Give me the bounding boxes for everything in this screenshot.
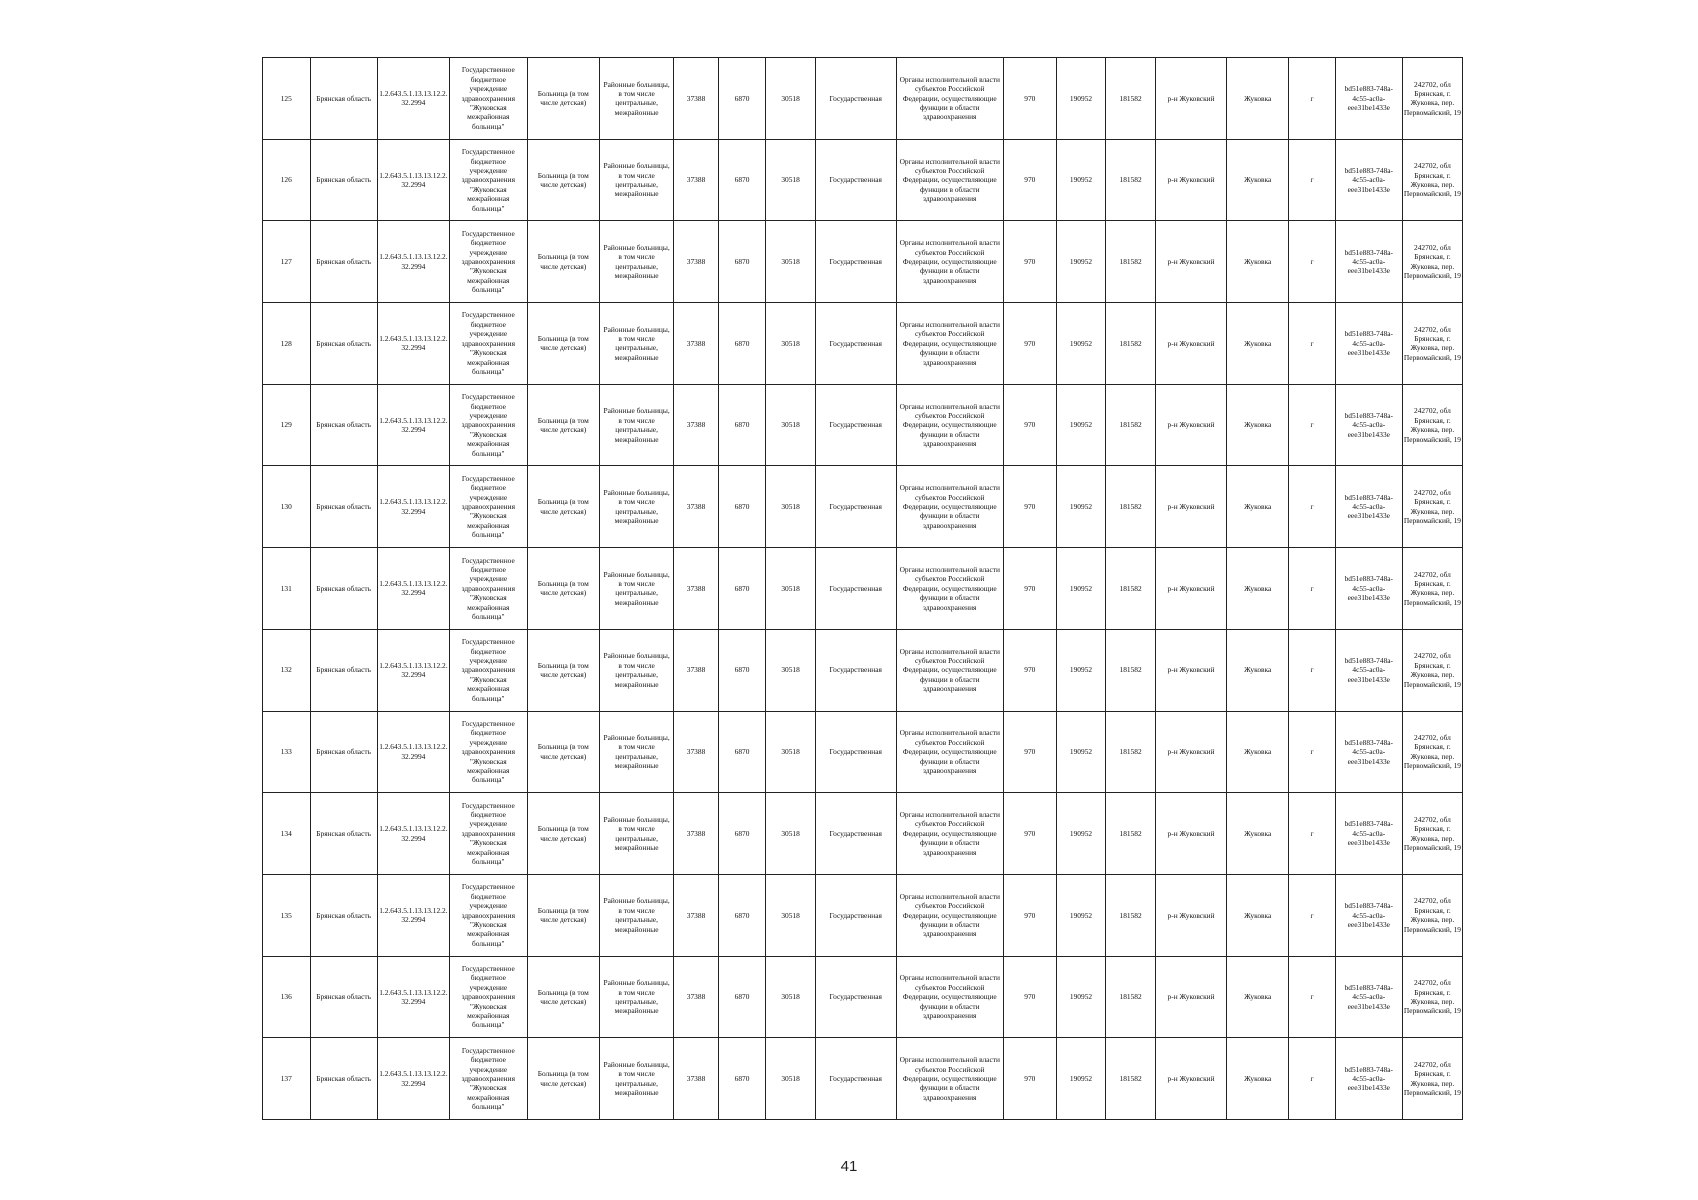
city-type-cell: г: [1289, 384, 1336, 466]
number-cell-2: 6870: [718, 303, 766, 385]
code-cell-2: 190952: [1056, 139, 1106, 221]
facility-subtype-cell: Районные больницы, в том числе центральные, межрайонные: [599, 711, 673, 793]
city-type-cell: г: [1289, 874, 1336, 956]
facility-subtype-cell: Районные больницы, в том числе центральные, межрайонные: [599, 466, 673, 548]
address-cell: 242702, обл Брянская, г. Жуковка, пер. Первомайский, 19: [1402, 58, 1462, 140]
number-cell-2: 6870: [718, 1038, 766, 1120]
authority-cell: Органы исполнительной власти субъектов Российской Федерации, осуществляющие функции в области здравоохранения: [896, 139, 1003, 221]
district-cell: р-н Жуковский: [1155, 711, 1226, 793]
institution-name-cell: Государственное бюджетное учреждение здравоохранения "Жуковская межрайонная больница": [450, 793, 528, 875]
institution-name-cell: Государственное бюджетное учреждение здравоохранения "Жуковская межрайонная больница": [450, 58, 528, 140]
institution-name-cell: Государственное бюджетное учреждение здравоохранения "Жуковская межрайонная больница": [450, 384, 528, 466]
row-number: 131: [263, 548, 311, 630]
district-cell: р-н Жуковский: [1155, 956, 1226, 1038]
registry-table: [262, 57, 1463, 1120]
city-cell: Жуковка: [1227, 139, 1289, 221]
code-cell-1: 970: [1003, 874, 1056, 956]
guid-cell: bd51e883-748a-4c55-ac0a-eee31be1433e: [1335, 139, 1402, 221]
institution-name-cell: Государственное бюджетное учреждение здравоохранения "Жуковская межрайонная больница": [450, 874, 528, 956]
guid-cell: bd51e883-748a-4c55-ac0a-eee31be1433e: [1335, 793, 1402, 875]
row-number: 128: [263, 303, 311, 385]
code-cell-3: 181582: [1106, 956, 1156, 1038]
table-row: [263, 466, 1463, 548]
address-cell: 242702, обл Брянская, г. Жуковка, пер. Первомайский, 19: [1402, 956, 1462, 1038]
table-row: [263, 874, 1463, 956]
table-row: [263, 303, 1463, 385]
institution-name-cell: Государственное бюджетное учреждение здравоохранения "Жуковская межрайонная больница": [450, 548, 528, 630]
code-cell-1: 970: [1003, 1038, 1056, 1120]
code-cell-3: 181582: [1106, 548, 1156, 630]
facility-type-cell: Больница (в том числе детская): [527, 466, 599, 548]
table-row: [263, 629, 1463, 711]
region-cell: Брянская область: [310, 139, 377, 221]
facility-subtype-cell: Районные больницы, в том числе центральные, межрайонные: [599, 139, 673, 221]
page-number: 41: [840, 1158, 858, 1175]
address-cell: 242702, обл Брянская, г. Жуковка, пер. Первомайский, 19: [1402, 466, 1462, 548]
number-cell-3: 30518: [766, 221, 816, 303]
facility-subtype-cell: Районные больницы, в том числе центральные, межрайонные: [599, 548, 673, 630]
number-cell-1: 37388: [674, 466, 718, 548]
code-cell: 1.2.643.5.1.13.13.12.2.32.2994: [377, 711, 449, 793]
code-cell-2: 190952: [1056, 956, 1106, 1038]
address-cell: 242702, обл Брянская, г. Жуковка, пер. Первомайский, 19: [1402, 874, 1462, 956]
city-cell: Жуковка: [1227, 711, 1289, 793]
code-cell: 1.2.643.5.1.13.13.12.2.32.2994: [377, 548, 449, 630]
code-cell-3: 181582: [1106, 1038, 1156, 1120]
code-cell-1: 970: [1003, 139, 1056, 221]
code-cell-2: 190952: [1056, 384, 1106, 466]
ownership-cell: Государственная: [815, 956, 896, 1038]
facility-subtype-cell: Районные больницы, в том числе центральные, межрайонные: [599, 956, 673, 1038]
authority-cell: Органы исполнительной власти субъектов Российской Федерации, осуществляющие функции в области здравоохранения: [896, 629, 1003, 711]
row-number: 135: [263, 874, 311, 956]
facility-type-cell: Больница (в том числе детская): [527, 711, 599, 793]
code-cell-1: 970: [1003, 58, 1056, 140]
code-cell-3: 181582: [1106, 221, 1156, 303]
table-row: [263, 711, 1463, 793]
authority-cell: Органы исполнительной власти субъектов Российской Федерации, осуществляющие функции в области здравоохранения: [896, 874, 1003, 956]
code-cell: 1.2.643.5.1.13.13.12.2.32.2994: [377, 793, 449, 875]
code-cell-2: 190952: [1056, 711, 1106, 793]
district-cell: р-н Жуковский: [1155, 139, 1226, 221]
code-cell-1: 970: [1003, 629, 1056, 711]
number-cell-3: 30518: [766, 1038, 816, 1120]
address-cell: 242702, обл Брянская, г. Жуковка, пер. Первомайский, 19: [1402, 793, 1462, 875]
city-cell: Жуковка: [1227, 466, 1289, 548]
number-cell-1: 37388: [674, 384, 718, 466]
facility-type-cell: Больница (в том числе детская): [527, 956, 599, 1038]
address-cell: 242702, обл Брянская, г. Жуковка, пер. Первомайский, 19: [1402, 221, 1462, 303]
ownership-cell: Государственная: [815, 548, 896, 630]
number-cell-3: 30518: [766, 956, 816, 1038]
table-row: [263, 1038, 1463, 1120]
number-cell-3: 30518: [766, 466, 816, 548]
number-cell-2: 6870: [718, 139, 766, 221]
ownership-cell: Государственная: [815, 874, 896, 956]
ownership-cell: Государственная: [815, 629, 896, 711]
city-type-cell: г: [1289, 221, 1336, 303]
code-cell-2: 190952: [1056, 58, 1106, 140]
number-cell-2: 6870: [718, 384, 766, 466]
guid-cell: bd51e883-748a-4c55-ac0a-eee31be1433e: [1335, 303, 1402, 385]
ownership-cell: Государственная: [815, 466, 896, 548]
region-cell: Брянская область: [310, 629, 377, 711]
number-cell-3: 30518: [766, 384, 816, 466]
row-number: 125: [263, 58, 311, 140]
number-cell-3: 30518: [766, 548, 816, 630]
number-cell-2: 6870: [718, 629, 766, 711]
institution-name-cell: Государственное бюджетное учреждение здравоохранения "Жуковская межрайонная больница": [450, 1038, 528, 1120]
guid-cell: bd51e883-748a-4c55-ac0a-eee31be1433e: [1335, 221, 1402, 303]
city-cell: Жуковка: [1227, 548, 1289, 630]
table-row: [263, 58, 1463, 140]
number-cell-1: 37388: [674, 303, 718, 385]
city-type-cell: г: [1289, 548, 1336, 630]
code-cell: 1.2.643.5.1.13.13.12.2.32.2994: [377, 874, 449, 956]
address-cell: 242702, обл Брянская, г. Жуковка, пер. Первомайский, 19: [1402, 303, 1462, 385]
district-cell: р-н Жуковский: [1155, 384, 1226, 466]
code-cell: 1.2.643.5.1.13.13.12.2.32.2994: [377, 1038, 449, 1120]
row-number: 130: [263, 466, 311, 548]
city-cell: Жуковка: [1227, 629, 1289, 711]
district-cell: р-н Жуковский: [1155, 303, 1226, 385]
row-number: 127: [263, 221, 311, 303]
guid-cell: bd51e883-748a-4c55-ac0a-eee31be1433e: [1335, 711, 1402, 793]
region-cell: Брянская область: [310, 384, 377, 466]
facility-subtype-cell: Районные больницы, в том числе центральные, межрайонные: [599, 793, 673, 875]
city-cell: Жуковка: [1227, 1038, 1289, 1120]
city-type-cell: г: [1289, 711, 1336, 793]
facility-type-cell: Больница (в том числе детская): [527, 384, 599, 466]
row-number: 134: [263, 793, 311, 875]
city-type-cell: г: [1289, 629, 1336, 711]
facility-subtype-cell: Районные больницы, в том числе центральные, межрайонные: [599, 1038, 673, 1120]
region-cell: Брянская область: [310, 548, 377, 630]
code-cell-1: 970: [1003, 384, 1056, 466]
district-cell: р-н Жуковский: [1155, 874, 1226, 956]
code-cell-1: 970: [1003, 466, 1056, 548]
authority-cell: Органы исполнительной власти субъектов Российской Федерации, осуществляющие функции в области здравоохранения: [896, 221, 1003, 303]
district-cell: р-н Жуковский: [1155, 548, 1226, 630]
code-cell: 1.2.643.5.1.13.13.12.2.32.2994: [377, 956, 449, 1038]
guid-cell: bd51e883-748a-4c55-ac0a-eee31be1433e: [1335, 629, 1402, 711]
facility-type-cell: Больница (в том числе детская): [527, 221, 599, 303]
code-cell-3: 181582: [1106, 303, 1156, 385]
code-cell-3: 181582: [1106, 384, 1156, 466]
ownership-cell: Государственная: [815, 139, 896, 221]
ownership-cell: Государственная: [815, 221, 896, 303]
facility-type-cell: Больница (в том числе детская): [527, 793, 599, 875]
code-cell-1: 970: [1003, 303, 1056, 385]
code-cell-2: 190952: [1056, 629, 1106, 711]
table-row: [263, 793, 1463, 875]
address-cell: 242702, обл Брянская, г. Жуковка, пер. Первомайский, 19: [1402, 384, 1462, 466]
district-cell: р-н Жуковский: [1155, 466, 1226, 548]
district-cell: р-н Жуковский: [1155, 629, 1226, 711]
authority-cell: Органы исполнительной власти субъектов Российской Федерации, осуществляющие функции в области здравоохранения: [896, 303, 1003, 385]
code-cell-3: 181582: [1106, 139, 1156, 221]
facility-type-cell: Больница (в том числе детская): [527, 874, 599, 956]
city-cell: Жуковка: [1227, 303, 1289, 385]
number-cell-1: 37388: [674, 221, 718, 303]
code-cell-3: 181582: [1106, 629, 1156, 711]
row-number: 126: [263, 139, 311, 221]
row-number: 137: [263, 1038, 311, 1120]
number-cell-3: 30518: [766, 793, 816, 875]
facility-subtype-cell: Районные больницы, в том числе центральные, межрайонные: [599, 629, 673, 711]
table-row: [263, 548, 1463, 630]
row-number: 129: [263, 384, 311, 466]
district-cell: р-н Жуковский: [1155, 1038, 1226, 1120]
facility-subtype-cell: Районные больницы, в том числе центральные, межрайонные: [599, 58, 673, 140]
ownership-cell: Государственная: [815, 1038, 896, 1120]
number-cell-2: 6870: [718, 711, 766, 793]
code-cell-2: 190952: [1056, 466, 1106, 548]
city-cell: Жуковка: [1227, 384, 1289, 466]
row-number: 136: [263, 956, 311, 1038]
guid-cell: bd51e883-748a-4c55-ac0a-eee31be1433e: [1335, 384, 1402, 466]
number-cell-1: 37388: [674, 629, 718, 711]
city-cell: Жуковка: [1227, 58, 1289, 140]
number-cell-2: 6870: [718, 58, 766, 140]
guid-cell: bd51e883-748a-4c55-ac0a-eee31be1433e: [1335, 58, 1402, 140]
institution-name-cell: Государственное бюджетное учреждение здравоохранения "Жуковская межрайонная больница": [450, 629, 528, 711]
number-cell-3: 30518: [766, 711, 816, 793]
ownership-cell: Государственная: [815, 58, 896, 140]
city-cell: Жуковка: [1227, 874, 1289, 956]
city-type-cell: г: [1289, 956, 1336, 1038]
region-cell: Брянская область: [310, 956, 377, 1038]
number-cell-2: 6870: [718, 793, 766, 875]
table-row: [263, 221, 1463, 303]
address-cell: 242702, обл Брянская, г. Жуковка, пер. Первомайский, 19: [1402, 711, 1462, 793]
code-cell-2: 190952: [1056, 793, 1106, 875]
code-cell-3: 181582: [1106, 874, 1156, 956]
city-cell: Жуковка: [1227, 793, 1289, 875]
code-cell-1: 970: [1003, 793, 1056, 875]
facility-subtype-cell: Районные больницы, в том числе центральные, межрайонные: [599, 384, 673, 466]
facility-subtype-cell: Районные больницы, в том числе центральные, межрайонные: [599, 874, 673, 956]
number-cell-3: 30518: [766, 303, 816, 385]
facility-subtype-cell: Районные больницы, в том числе центральные, межрайонные: [599, 303, 673, 385]
code-cell: 1.2.643.5.1.13.13.12.2.32.2994: [377, 58, 449, 140]
number-cell-2: 6870: [718, 548, 766, 630]
institution-name-cell: Государственное бюджетное учреждение здравоохранения "Жуковская межрайонная больница": [450, 711, 528, 793]
institution-name-cell: Государственное бюджетное учреждение здравоохранения "Жуковская межрайонная больница": [450, 221, 528, 303]
district-cell: р-н Жуковский: [1155, 221, 1226, 303]
authority-cell: Органы исполнительной власти субъектов Российской Федерации, осуществляющие функции в области здравоохранения: [896, 466, 1003, 548]
code-cell: 1.2.643.5.1.13.13.12.2.32.2994: [377, 629, 449, 711]
city-cell: Жуковка: [1227, 221, 1289, 303]
city-type-cell: г: [1289, 1038, 1336, 1120]
number-cell-2: 6870: [718, 466, 766, 548]
ownership-cell: Государственная: [815, 384, 896, 466]
code-cell-2: 190952: [1056, 221, 1106, 303]
guid-cell: bd51e883-748a-4c55-ac0a-eee31be1433e: [1335, 466, 1402, 548]
guid-cell: bd51e883-748a-4c55-ac0a-eee31be1433e: [1335, 874, 1402, 956]
number-cell-1: 37388: [674, 711, 718, 793]
facility-type-cell: Больница (в том числе детская): [527, 629, 599, 711]
ownership-cell: Государственная: [815, 711, 896, 793]
authority-cell: Органы исполнительной власти субъектов Российской Федерации, осуществляющие функции в области здравоохранения: [896, 384, 1003, 466]
region-cell: Брянская область: [310, 303, 377, 385]
institution-name-cell: Государственное бюджетное учреждение здравоохранения "Жуковская межрайонная больница": [450, 139, 528, 221]
facility-type-cell: Больница (в том числе детская): [527, 58, 599, 140]
code-cell-2: 190952: [1056, 874, 1106, 956]
region-cell: Брянская область: [310, 874, 377, 956]
facility-type-cell: Больница (в том числе детская): [527, 139, 599, 221]
authority-cell: Органы исполнительной власти субъектов Российской Федерации, осуществляющие функции в области здравоохранения: [896, 711, 1003, 793]
guid-cell: bd51e883-748a-4c55-ac0a-eee31be1433e: [1335, 1038, 1402, 1120]
address-cell: 242702, обл Брянская, г. Жуковка, пер. Первомайский, 19: [1402, 548, 1462, 630]
region-cell: Брянская область: [310, 711, 377, 793]
row-number: 133: [263, 711, 311, 793]
row-number: 132: [263, 629, 311, 711]
code-cell-2: 190952: [1056, 303, 1106, 385]
number-cell-1: 37388: [674, 874, 718, 956]
code-cell-1: 970: [1003, 548, 1056, 630]
registry-body: [263, 58, 1463, 1120]
address-cell: 242702, обл Брянская, г. Жуковка, пер. Первомайский, 19: [1402, 629, 1462, 711]
city-cell: Жуковка: [1227, 956, 1289, 1038]
number-cell-3: 30518: [766, 629, 816, 711]
region-cell: Брянская область: [310, 221, 377, 303]
facility-type-cell: Больница (в том числе детская): [527, 548, 599, 630]
number-cell-2: 6870: [718, 221, 766, 303]
region-cell: Брянская область: [310, 466, 377, 548]
authority-cell: Органы исполнительной власти субъектов Российской Федерации, осуществляющие функции в области здравоохранения: [896, 58, 1003, 140]
city-type-cell: г: [1289, 793, 1336, 875]
number-cell-1: 37388: [674, 1038, 718, 1120]
guid-cell: bd51e883-748a-4c55-ac0a-eee31be1433e: [1335, 956, 1402, 1038]
institution-name-cell: Государственное бюджетное учреждение здравоохранения "Жуковская межрайонная больница": [450, 303, 528, 385]
number-cell-1: 37388: [674, 956, 718, 1038]
number-cell-3: 30518: [766, 139, 816, 221]
facility-subtype-cell: Районные больницы, в том числе центральные, межрайонные: [599, 221, 673, 303]
code-cell-3: 181582: [1106, 793, 1156, 875]
ownership-cell: Государственная: [815, 793, 896, 875]
authority-cell: Органы исполнительной власти субъектов Российской Федерации, осуществляющие функции в области здравоохранения: [896, 956, 1003, 1038]
code-cell: 1.2.643.5.1.13.13.12.2.32.2994: [377, 139, 449, 221]
city-type-cell: г: [1289, 139, 1336, 221]
table-row: [263, 139, 1463, 221]
city-type-cell: г: [1289, 58, 1336, 140]
table-row: [263, 956, 1463, 1038]
city-type-cell: г: [1289, 303, 1336, 385]
address-cell: 242702, обл Брянская, г. Жуковка, пер. Первомайский, 19: [1402, 139, 1462, 221]
number-cell-2: 6870: [718, 956, 766, 1038]
code-cell-2: 190952: [1056, 548, 1106, 630]
number-cell-2: 6870: [718, 874, 766, 956]
authority-cell: Органы исполнительной власти субъектов Российской Федерации, осуществляющие функции в области здравоохранения: [896, 793, 1003, 875]
region-cell: Брянская область: [310, 58, 377, 140]
authority-cell: Органы исполнительной власти субъектов Российской Федерации, осуществляющие функции в области здравоохранения: [896, 1038, 1003, 1120]
code-cell-3: 181582: [1106, 466, 1156, 548]
address-cell: 242702, обл Брянская, г. Жуковка, пер. Первомайский, 19: [1402, 1038, 1462, 1120]
ownership-cell: Государственная: [815, 303, 896, 385]
number-cell-3: 30518: [766, 58, 816, 140]
table-row: [263, 384, 1463, 466]
code-cell: 1.2.643.5.1.13.13.12.2.32.2994: [377, 466, 449, 548]
code-cell-3: 181582: [1106, 711, 1156, 793]
number-cell-1: 37388: [674, 793, 718, 875]
facility-type-cell: Больница (в том числе детская): [527, 303, 599, 385]
institution-name-cell: Государственное бюджетное учреждение здравоохранения "Жуковская межрайонная больница": [450, 466, 528, 548]
city-type-cell: г: [1289, 466, 1336, 548]
district-cell: р-н Жуковский: [1155, 793, 1226, 875]
facility-type-cell: Больница (в том числе детская): [527, 1038, 599, 1120]
number-cell-1: 37388: [674, 58, 718, 140]
code-cell-1: 970: [1003, 711, 1056, 793]
district-cell: р-н Жуковский: [1155, 58, 1226, 140]
number-cell-3: 30518: [766, 874, 816, 956]
guid-cell: bd51e883-748a-4c55-ac0a-eee31be1433e: [1335, 548, 1402, 630]
region-cell: Брянская область: [310, 1038, 377, 1120]
code-cell: 1.2.643.5.1.13.13.12.2.32.2994: [377, 221, 449, 303]
code-cell-1: 970: [1003, 956, 1056, 1038]
region-cell: Брянская область: [310, 793, 377, 875]
code-cell-2: 190952: [1056, 1038, 1106, 1120]
code-cell-1: 970: [1003, 221, 1056, 303]
code-cell-3: 181582: [1106, 58, 1156, 140]
number-cell-1: 37388: [674, 139, 718, 221]
authority-cell: Органы исполнительной власти субъектов Российской Федерации, осуществляющие функции в области здравоохранения: [896, 548, 1003, 630]
number-cell-1: 37388: [674, 548, 718, 630]
institution-name-cell: Государственное бюджетное учреждение здравоохранения "Жуковская межрайонная больница": [450, 956, 528, 1038]
code-cell: 1.2.643.5.1.13.13.12.2.32.2994: [377, 384, 449, 466]
code-cell: 1.2.643.5.1.13.13.12.2.32.2994: [377, 303, 449, 385]
